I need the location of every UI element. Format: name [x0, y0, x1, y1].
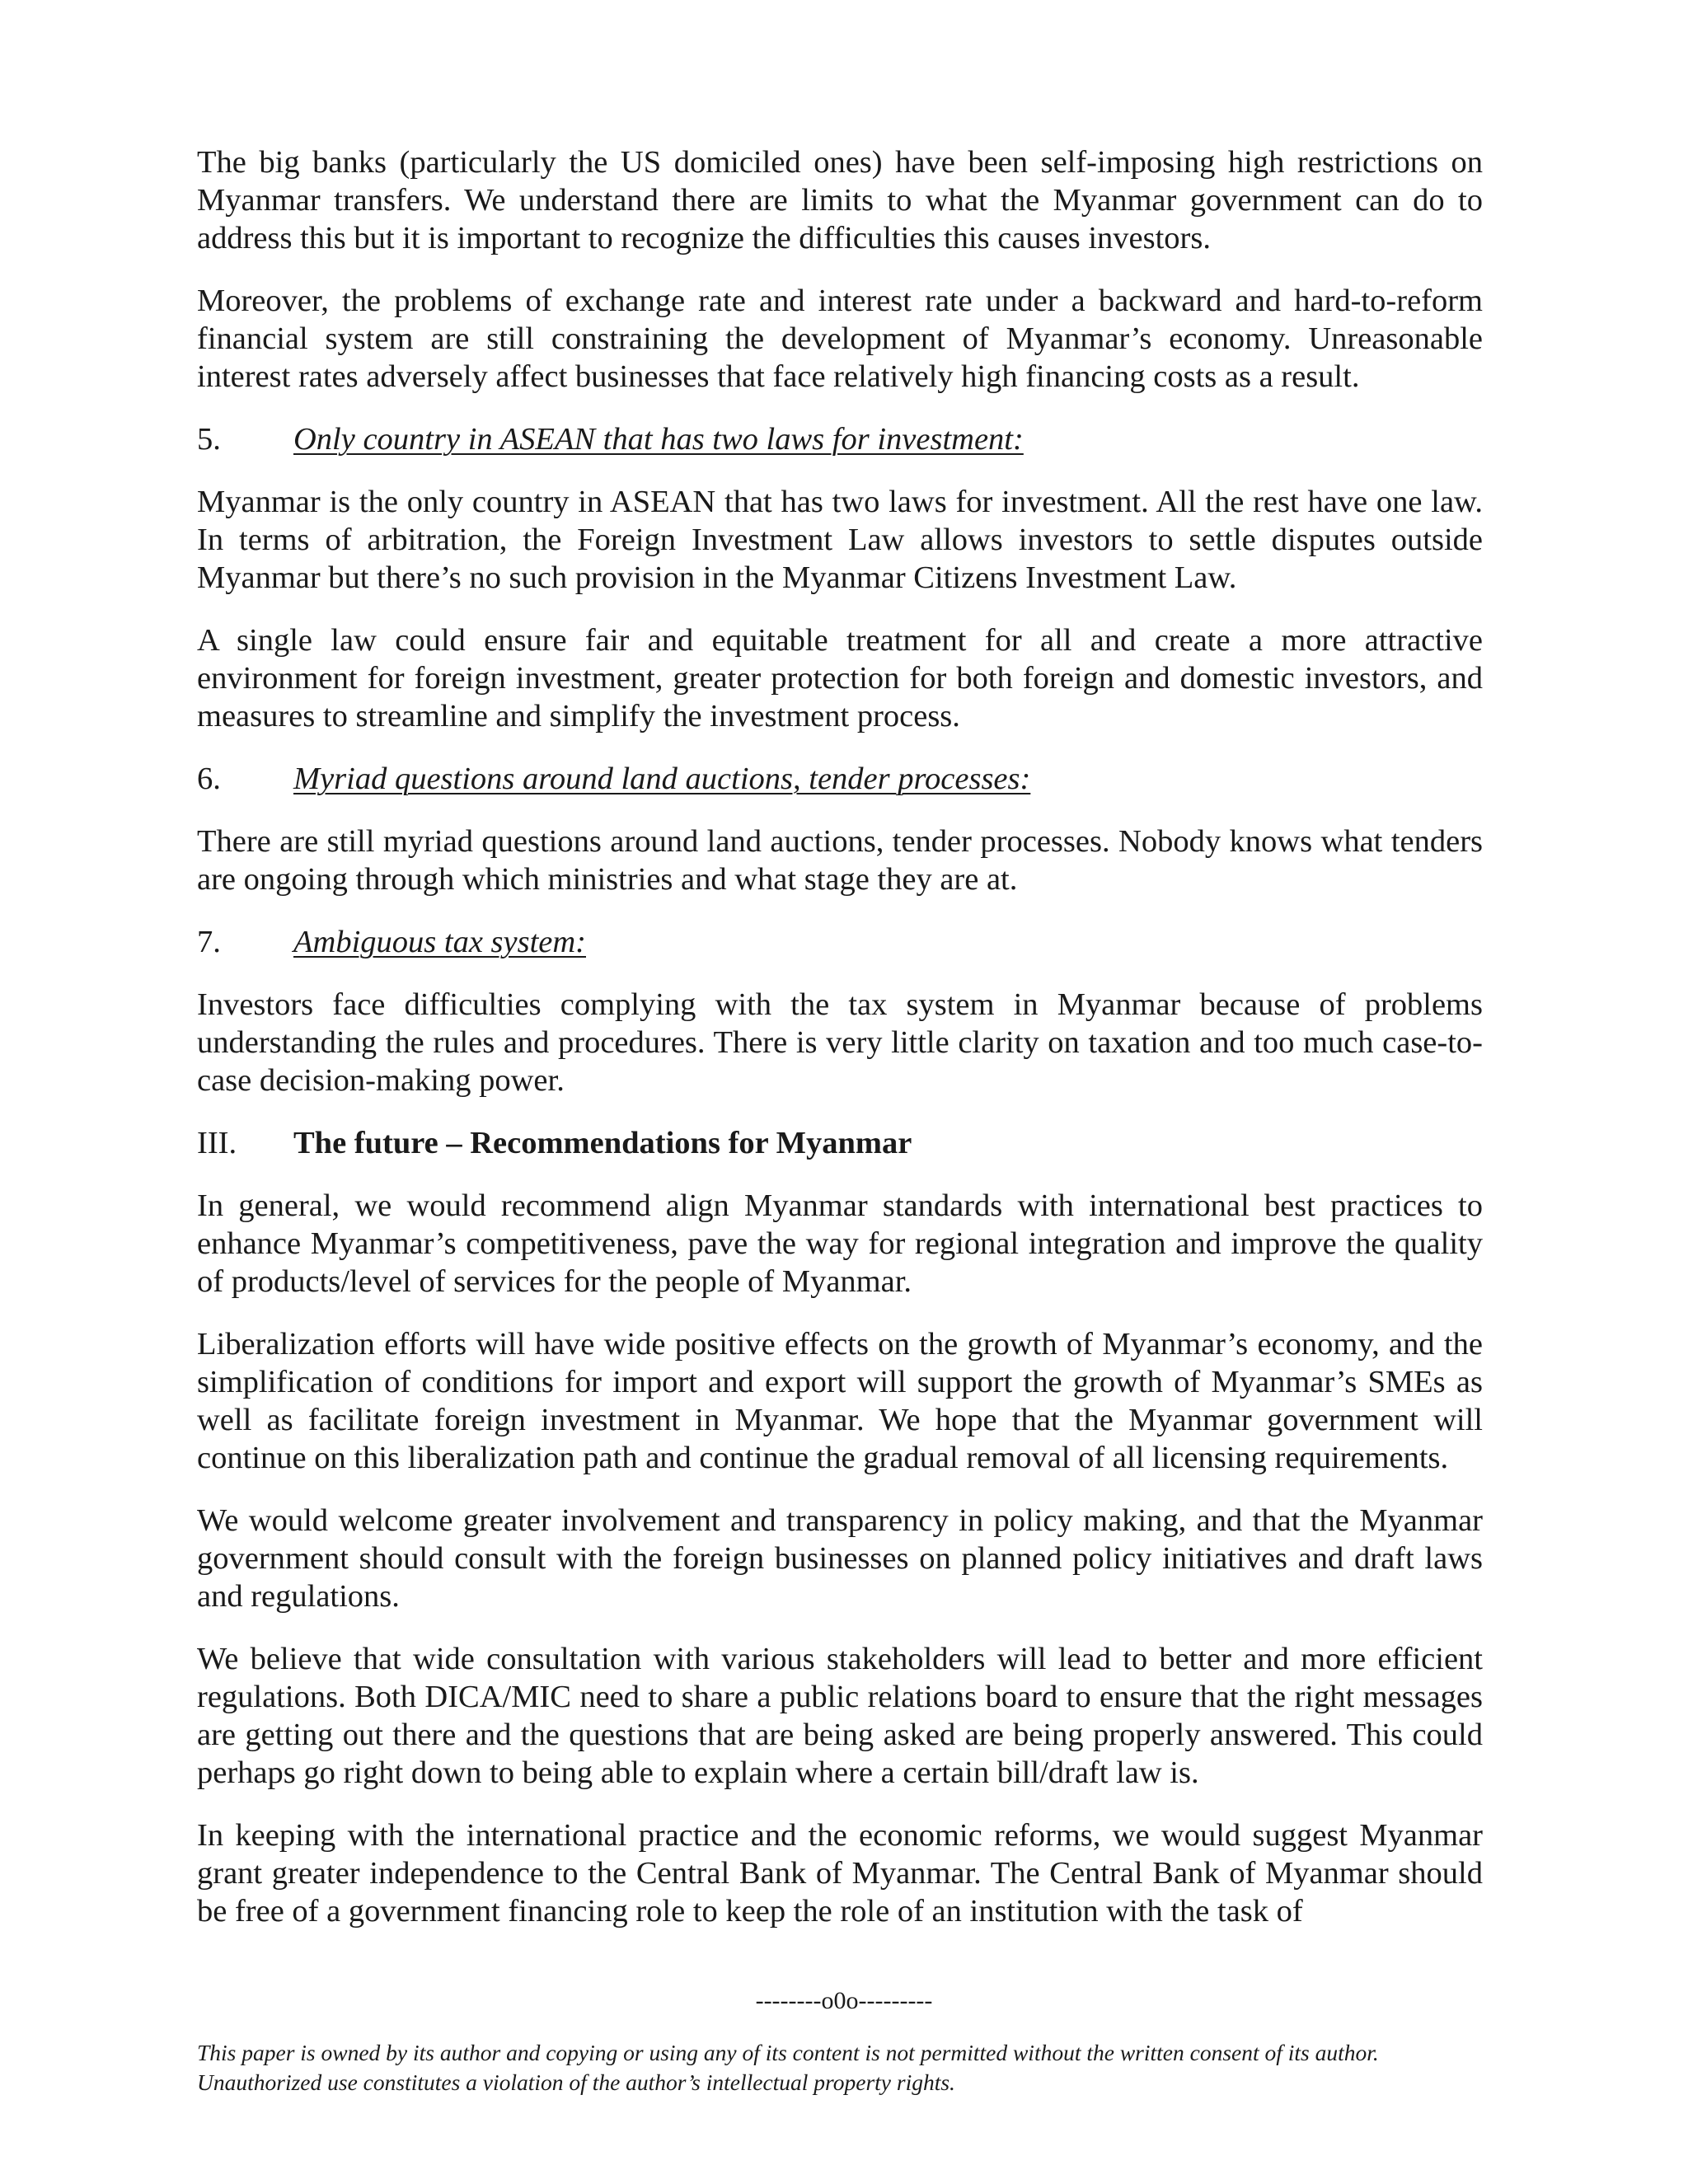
section-iii-paragraph: We would welcome greater involvement and transparency in policy making, and that the Myanmar government should consult with the foreign businesses on planned policy initiatives and draft laws and regulations. — [197, 1503, 1483, 1614]
section-5-number: 5. — [197, 422, 221, 457]
section-6-title: Myriad questions around land auctions, tender processes: — [293, 762, 1031, 796]
paragraph-exchange-rate: Moreover, the problems of exchange rate and interest rate under a backward and hard-to-reform financial system are still constraining the development of Myanmar’s economy. Unreasonable interest rates adversely affect businesses that face relatively high financing costs as a result. — [197, 284, 1483, 394]
section-iii-paragraph: We believe that wide consultation with various stakeholders will lead to better and more efficient regulations. Both DICA/MIC need to share a public relations board to ensure that the right messages are getting out there and the questions that are being asked are being properly answered. This could perhaps go right down to being able to explain where a certain bill/draft law is. — [197, 1642, 1483, 1790]
section-6-heading — [197, 760, 1483, 798]
copyright-notice-line: This paper is owned by its author and copying or using any of its content is not permitted without the written consent of its author. — [197, 2040, 1379, 2065]
section-6-paragraph: There are still myriad questions around land auctions, tender processes. Nobody knows what tenders are ongoing through which ministries and what stage they are at. — [197, 824, 1483, 897]
section-7-paragraph: Investors face difficulties complying with the tax system in Myanmar because of problems understanding the rules and procedures. There is very little clarity on taxation and too much case-to-case decision-making power. — [197, 987, 1483, 1098]
copyright-notice-line: Unauthorized use constitutes a violation of the author’s intellectual property rights. — [197, 2069, 955, 2095]
document-body — [197, 143, 1483, 1955]
section-iii-title: The future – Recommendations for Myanmar — [293, 1126, 912, 1160]
section-5-paragraph: Myanmar is the only country in ASEAN that has two laws for investment. All the rest have one law. In terms of arbitration, the Foreign Investment Law allows investors to settle disputes outside Myanmar but there’s no such provision in the Myanmar Citizens Investment Law. — [197, 485, 1483, 595]
section-iii-paragraph: Liberalization efforts will have wide positive effects on the growth of Myanmar’s economy, and the simplification of conditions for import and export will support the growth of Myanmar’s SMEs as well as facilitate foreign investment in Myanmar. We hope that the Myanmar government will continue on this liberalization path and continue the gradual removal of all licensing requirements. — [197, 1327, 1483, 1475]
section-6-number: 6. — [197, 762, 221, 796]
footer-divider: --------o0o--------- — [755, 1987, 933, 2014]
section-iii-paragraph: In general, we would recommend align Myanmar standards with international best practices to enhance Myanmar’s competitiveness, pave the way for regional integration and improve the quality of products/level of services for the people of Myanmar. — [197, 1188, 1483, 1299]
section-iii-number: III. — [197, 1126, 237, 1160]
section-5-paragraph: A single law could ensure fair and equitable treatment for all and create a more attractive environment for foreign investment, greater protection for both foreign and domestic investors, and measures to streamline and simplify the investment process. — [197, 623, 1483, 733]
section-5-heading — [197, 420, 1483, 458]
copyright-notice — [197, 2038, 1491, 2097]
section-7-heading — [197, 923, 1483, 961]
section-7-number: 7. — [197, 925, 221, 959]
paragraph-big-banks: The big banks (particularly the US domiciled ones) have been self-imposing high restrictions on Myanmar transfers. We understand there are limits to what the Myanmar government can do to address this but it is important to recognize the difficulties this causes investors. — [197, 145, 1483, 255]
section-7-title: Ambiguous tax system: — [293, 925, 586, 959]
section-iii-paragraph: In keeping with the international practice and the economic reforms, we would suggest Myanmar grant greater independence to the Central Bank of Myanmar. The Central Bank of Myanmar should be free of a government financing role to keep the role of an institution with the task of — [197, 1818, 1483, 1929]
section-iii-heading — [197, 1124, 1483, 1162]
section-5-title: Only country in ASEAN that has two laws for investment: — [293, 422, 1024, 457]
